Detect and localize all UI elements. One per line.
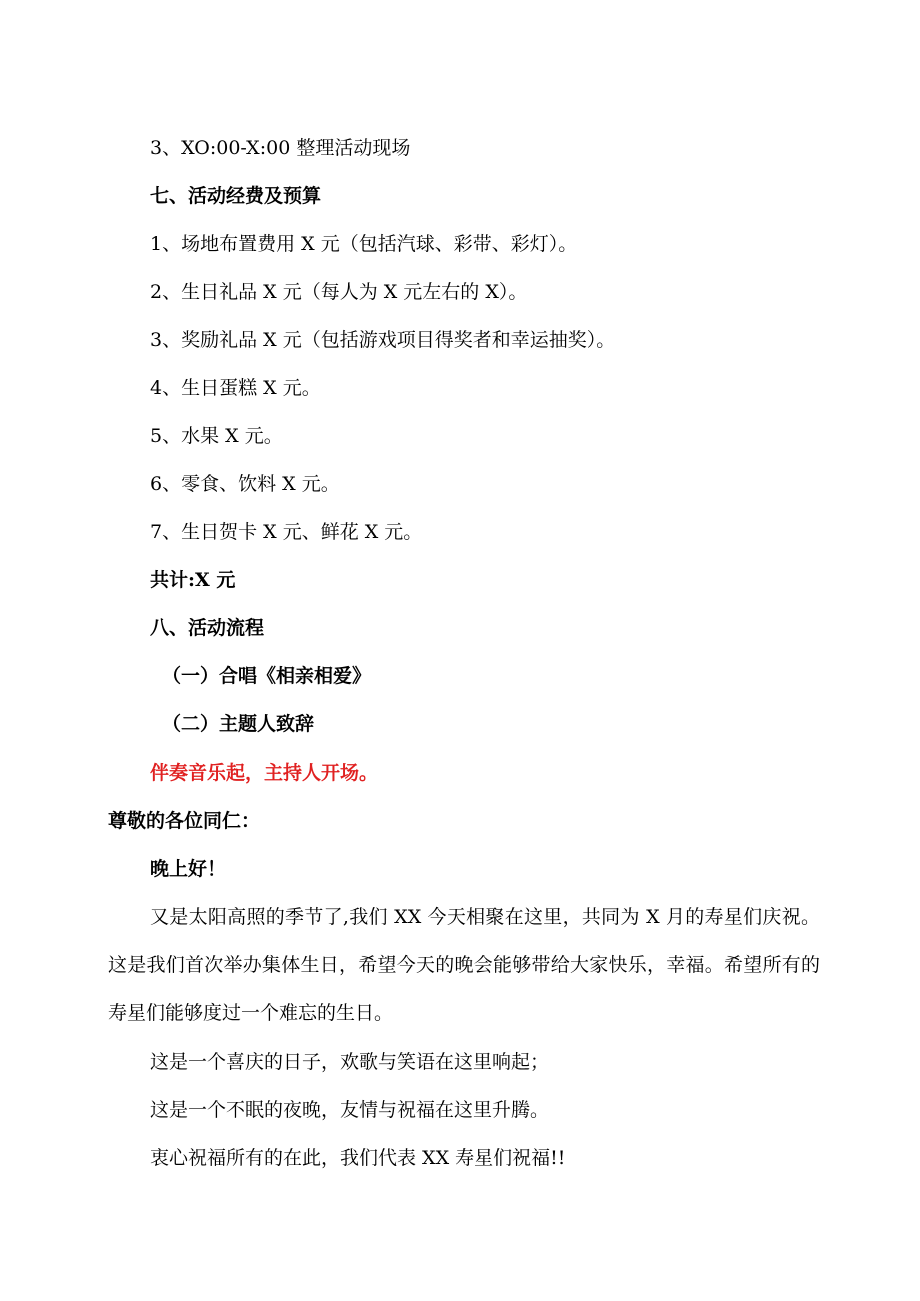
closing-line-2: 这是一个不眠的夜晚，友情与祝福在这里升腾。: [150, 1099, 550, 1121]
budget-item-1: 1、场地布置费用 X 元（包括汽球、彩带、彩灯）。: [150, 233, 578, 255]
salutation: 尊敬的各位同仁：: [108, 810, 261, 832]
schedule-item-3: 3、XO:00-X:00 整理活动现场: [150, 137, 411, 159]
budget-total: 共计:X 元: [150, 569, 236, 591]
speech-paragraph: 又是太阳高照的季节了,我们 XX 今天相聚在这里，共同为 X 月的寿星们庆祝。这是我们首次举办集体生日，希望今天的晚会能够带给大家快乐，幸福。希望所有的寿星们能够度过一个难忘的生日。: [108, 906, 820, 1024]
budget-item-2: 2、生日礼品 X 元（每人为 X 元左右的 X）。: [150, 281, 528, 303]
closing-line-1: 这是一个喜庆的日子，欢歌与笑语在这里响起；: [150, 1051, 550, 1073]
closing-line-3: 衷心祝福所有的在此，我们代表 XX 寿星们祝福!!: [150, 1147, 566, 1169]
budget-item-4: 4、生日蛋糕 X 元。: [150, 377, 321, 399]
stage-direction: 伴奏音乐起，主持人开场。: [150, 762, 379, 784]
section-heading-process: 八、活动流程: [150, 617, 265, 639]
process-step-1: （一）合唱《相亲相爱》: [162, 665, 372, 687]
budget-item-3: 3、奖励礼品 X 元（包括游戏项目得奖者和幸运抽奖）。: [150, 329, 616, 351]
section-heading-budget: 七、活动经费及预算: [150, 185, 322, 207]
budget-item-6: 6、零食、饮料 X 元。: [150, 473, 340, 495]
greeting: 晚上好！: [150, 858, 227, 880]
budget-item-7: 7、生日贺卡 X 元、鲜花 X 元。: [150, 521, 423, 543]
budget-item-5: 5、水果 X 元。: [150, 425, 283, 447]
process-step-2: （二）主题人致辞: [162, 713, 315, 735]
